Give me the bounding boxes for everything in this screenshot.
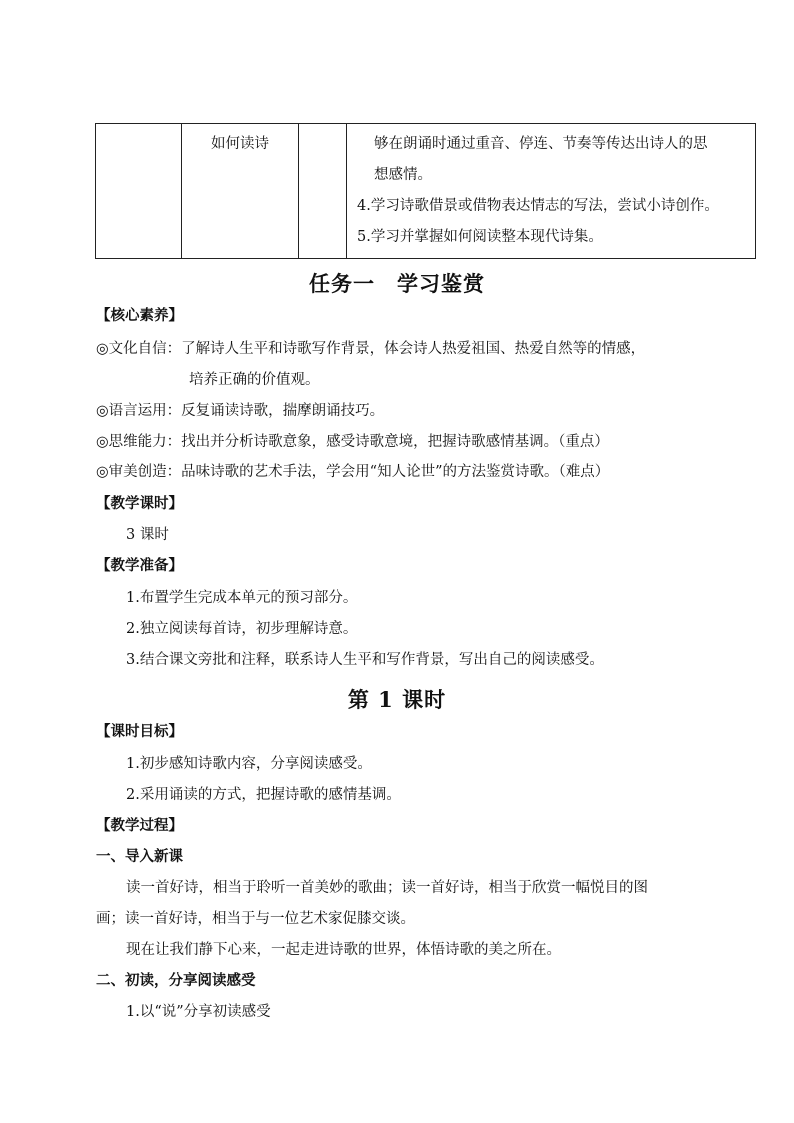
objective-item: 1.初步感知诗歌内容，分享阅读感受。 — [126, 756, 372, 772]
process-heading: 【教学过程】 — [96, 817, 183, 834]
paragraph-line: 画；读一首好诗，相当于与一位艺术家促膝交谈。 — [96, 911, 415, 927]
hours-value: 3 课时 — [126, 527, 169, 543]
lesson-title: 第 1 课时 — [347, 687, 447, 712]
table-cell-topic: 如何读诗 — [182, 124, 299, 259]
goal-line: 5.学习并掌握如何阅读整本现代诗集。 — [357, 229, 603, 245]
section-heading: 二、初读，分享阅读感受 — [96, 972, 256, 989]
paragraph-line: 读一首好诗，相当于聆听一首美妙的歌曲；读一首好诗，相当于欣赏一幅悦目的图 — [126, 880, 648, 896]
list-item: 1.以“说”分享初读感受 — [126, 1004, 271, 1020]
core-item: ◎文化自信：了解诗人生平和诗歌写作背景，体会诗人热爱祖国、热爱自然等的情感， — [96, 341, 646, 357]
paragraph-line: 现在让我们静下心来，一起走进诗歌的世界，体悟诗歌的美之所在。 — [126, 942, 561, 958]
table-cell-empty — [299, 124, 347, 259]
previous-page-table — [95, 123, 756, 259]
table-row — [96, 124, 756, 259]
core-item: ◎审美创造：品味诗歌的艺术手法，学会用“知人论世”的方法鉴赏诗歌。（难点） — [96, 464, 610, 480]
hours-heading: 【教学课时】 — [96, 495, 183, 512]
core-item-continuation: 培养正确的价值观。 — [189, 372, 320, 388]
goal-line: 想感情。 — [374, 167, 432, 183]
core-item: ◎思维能力：找出并分析诗歌意象，感受诗歌意境，把握诗歌感情基调。（重点） — [96, 434, 609, 450]
core-item: ◎语言运用：反复诵读诗歌，揣摩朗诵技巧。 — [96, 403, 385, 419]
prep-item: 3.结合课文旁批和注释，联系诗人生平和写作背景，写出自己的阅读感受。 — [126, 652, 604, 668]
table-cell-empty — [96, 124, 182, 259]
core-heading: 【核心素养】 — [96, 307, 183, 324]
section-heading: 一、导入新课 — [96, 848, 183, 865]
goal-line: 4.学习诗歌借景或借物表达情志的写法，尝试小诗创作。 — [357, 198, 719, 214]
prep-heading: 【教学准备】 — [96, 557, 183, 574]
goal-line: 够在朗诵时通过重音、停连、节奏等传达出诗人的思 — [374, 136, 708, 152]
prep-item: 1.布置学生完成本单元的预习部分。 — [126, 590, 358, 606]
objective-item: 2.采用诵读的方式，把握诗歌的感情基调。 — [126, 787, 401, 803]
objectives-heading: 【课时目标】 — [96, 723, 183, 740]
task-title: 任务一 学习鉴赏 — [309, 271, 485, 296]
table-cell-goals — [347, 124, 756, 259]
prep-item: 2.独立阅读每首诗，初步理解诗意。 — [126, 621, 358, 637]
